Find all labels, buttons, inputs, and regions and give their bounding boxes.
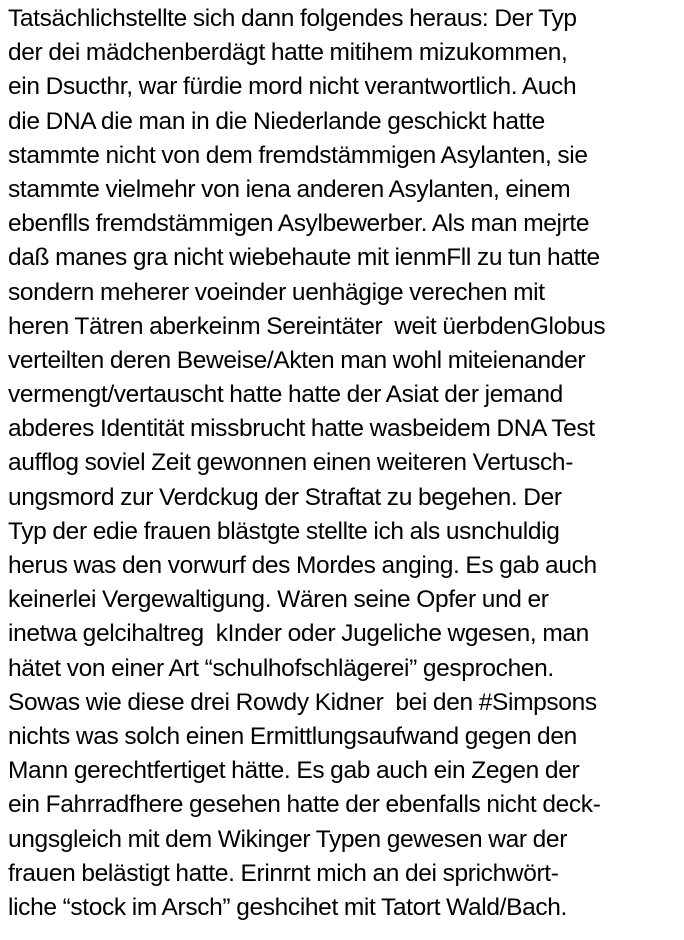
text-line: nichts was solch einen Ermittlungsaufwand gegen den [8,722,577,750]
text-line: Tatsächlichstellte sich dann folgendes heraus: Der Typ [8,5,577,32]
text-line: inetwa gelcihaltreg kInder oder Jugeliche wgesen, man [8,620,589,648]
text-line: der dei mädchenberdägt hatte mitihem mizukommen, [8,39,568,67]
text-line: abderes Identität missbrucht hatte wasbeidem DNA Test [8,415,595,443]
text-line: daß manes gra nicht wiebehaute mit ienmFll zu tun hatte [8,244,600,272]
text-line: aufflog soviel Zeit gewonnen einen weiteren Vertusch- [8,449,574,477]
text-line: liche “stock im Arsch” geshcihet mit Tatort Wald/Bach. [8,893,567,921]
text-line: vermengt/vertauscht hatte hatte der Asiat der jemand [8,381,563,409]
text-line: ein Fahrradfhere gesehen hatte der ebenfalls nicht deck- [8,791,601,819]
text-line: stammte nicht von dem fremdstämmigen Asylanten, sie [8,141,588,169]
text-line: ebenflls fremdstämmigen Asylbewerber. Als man mejrte [8,210,590,238]
text-line: keinerlei Vergewaltigung. Wären seine Opfer und er [8,586,549,614]
text-line: frauen belästigt hatte. Erinrnt mich an dei sprichwört- [8,859,559,887]
text-line: verteilten deren Beweise/Akten man wohl miteienander [8,346,586,374]
text-line: Typ der edie frauen blästgte stellte ich als usnchuldig [8,517,560,545]
text-line: ein Dsucthr, war fürdie mord nicht verantwortlich. Auch [8,73,577,101]
text-line: Mann gerechtfertiget hätte. Es gab auch ein Zegen der [8,757,580,785]
text-line: heren Tätren aberkeinm Sereintäter weit üerbdenGlobus [8,312,606,340]
text-line: die DNA die man in die Niederlande geschickt hatte [8,107,545,135]
text-line: Sowas wie diese drei Rowdy Kidner bei den #Simpsons [8,688,597,716]
text-line: sondern meherer voeinder uenhägige verechen mit [8,278,545,306]
body-text [8,2,684,925]
text-line: ungsmord zur Verdckug der Straftat zu begehen. Der [8,483,562,511]
text-line: ungsgleich mit dem Wikinger Typen gewesen war der [8,825,568,853]
text-line: herus was den vorwurf des Mordes anging. Es gab auch [8,552,597,579]
text-line: stammte vielmehr von iena anderen Asylanten, einem [8,175,571,203]
text-line: hätet von einer Art “schulhofschlägerei” gesprochen. [8,654,554,682]
